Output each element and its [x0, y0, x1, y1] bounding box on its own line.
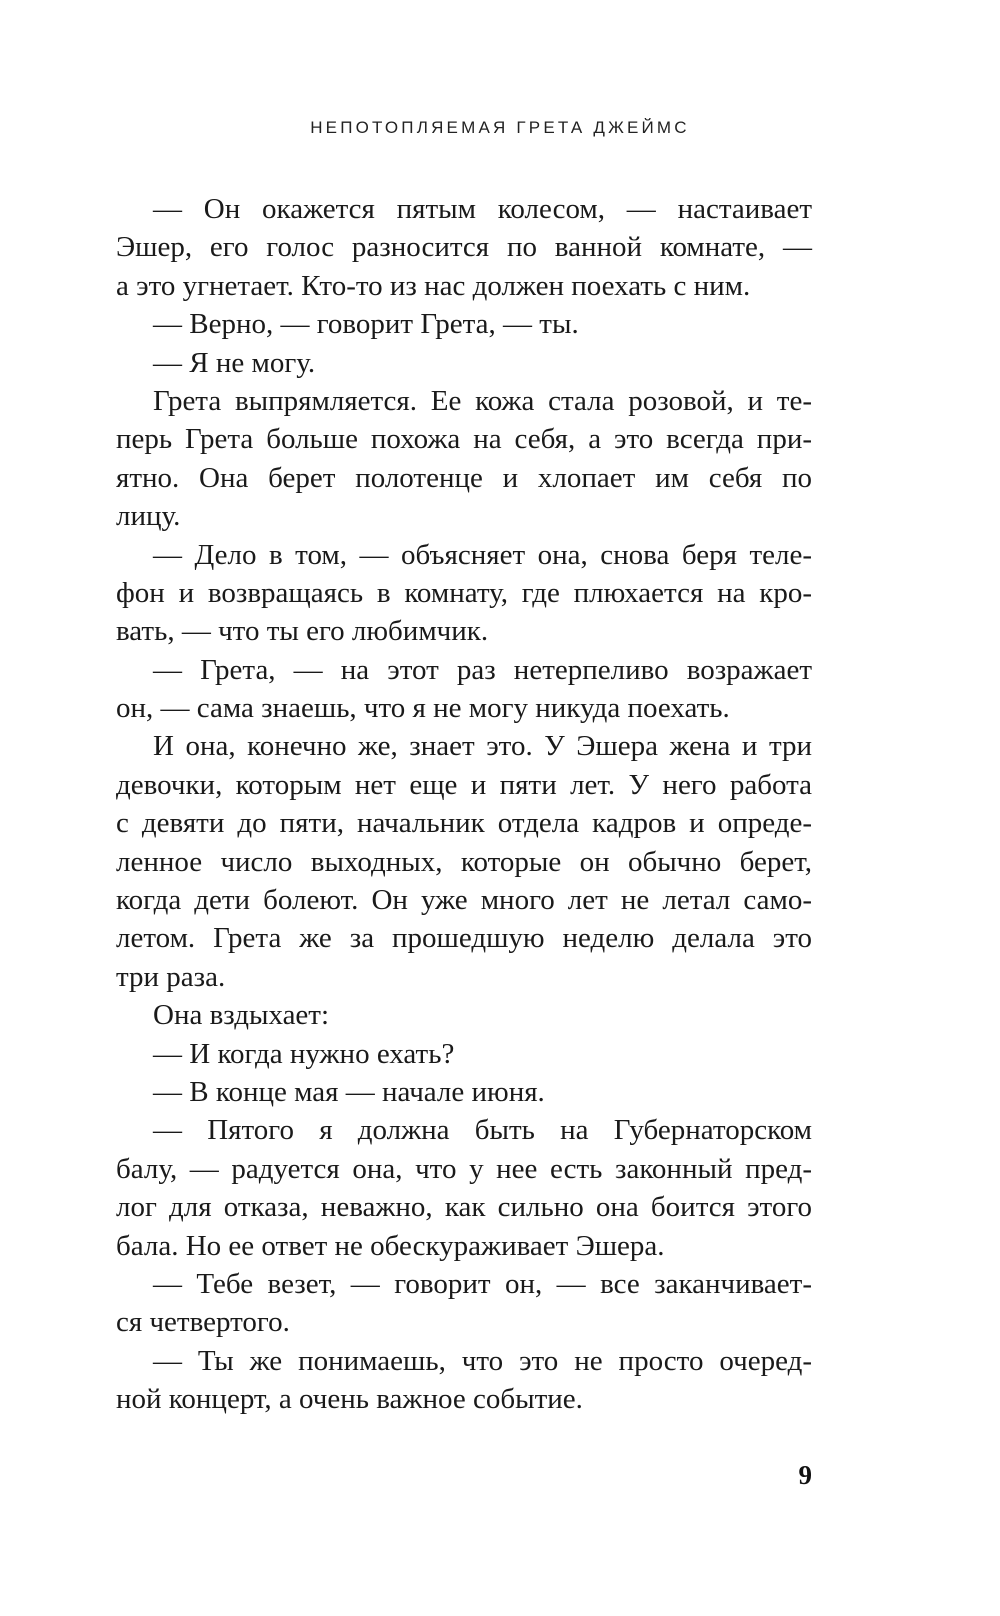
text-line: а это угнетает. Кто-то из нас должен поехать с ним. [116, 269, 751, 302]
text-line: когда дети болеют. Он уже много лет не летал само- [116, 884, 812, 917]
text-line: ся четвертого. [116, 1306, 290, 1339]
text-line: три раза. [116, 960, 226, 993]
text-line: балу, — радуется она, что у нее есть законный пред- [116, 1152, 812, 1185]
text-line: лицу. [116, 500, 181, 533]
text-line: с девяти до пяти, начальник отдела кадров и опреде- [116, 807, 812, 840]
text-line: — Я не могу. [153, 346, 316, 379]
text-line: перь Грета больше похожа на себя, а это всегда при- [116, 423, 812, 456]
text-line: девочки, которым нет еще и пяти лет. У него работа [116, 768, 812, 801]
text-line: Грета выпрямляется. Ее кожа стала розовой, и те- [153, 384, 812, 417]
text-line: — И когда нужно ехать? [153, 1037, 455, 1070]
text-line: — Верно, — говорит Грета, — ты. [153, 308, 579, 341]
text-line: ленное число выходных, которые он обычно берет, [116, 845, 812, 878]
text-line: Эшер, его голос разносится по ванной комнате, — [116, 231, 812, 264]
text-line: — Пятого я должна быть на Губернаторском [153, 1114, 812, 1147]
text-line: — Он окажется пятым колесом, — настаивает [153, 193, 812, 225]
text-line: — Ты же понимаешь, что это не просто очеред- [153, 1344, 812, 1377]
text-line: ятно. Она берет полотенце и хлопает им себя по [116, 461, 812, 494]
text-line: — Тебе везет, — говорит он, — все заканчивает- [153, 1267, 812, 1300]
text-line: он, — сама знаешь, что я не могу никуда поехать. [116, 692, 730, 725]
text-line: летом. Грета же за прошедшую неделю делала это [116, 922, 812, 955]
text-line: — В конце мая — начале июня. [153, 1075, 545, 1108]
text-line: бала. Но ее ответ не обескураживает Эшера. [116, 1229, 665, 1262]
text-line: — Грета, — на этот раз нетерпеливо возражает [153, 653, 812, 686]
text-line: ной концерт, а очень важное событие. [116, 1383, 583, 1416]
text-line: фон и возвращаясь в комнату, где плюхается на кро- [116, 576, 812, 609]
running-head: НЕПОТОПЛЯЕМАЯ ГРЕТА ДЖЕЙМС [310, 118, 690, 137]
text-line: лог для отказа, неважно, как сильно она боится этого [116, 1191, 812, 1224]
text-line: — Дело в том, — объясняет она, снова беря теле- [153, 538, 812, 571]
text-line: вать, — что ты его любимчик. [116, 615, 489, 648]
page-number: 9 [798, 1460, 812, 1490]
body-text [116, 190, 812, 1419]
text-line: И она, конечно же, знает это. У Эшера жена и три [153, 730, 812, 763]
text-line: Она вздыхает: [153, 999, 330, 1032]
